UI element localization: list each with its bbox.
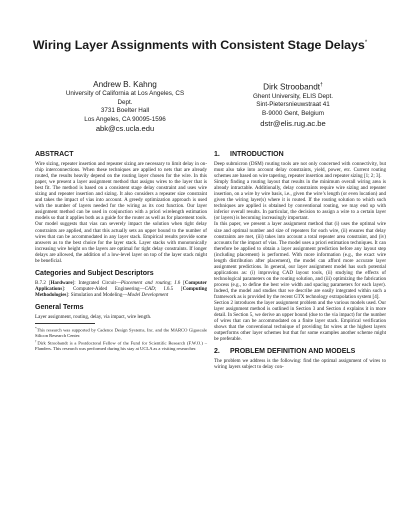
intro-paragraph: In this paper, we present a layer assignment method that (i) uses the optimal wire size and optimal number and size of repeaters for each wire, (ii) ensures that delay constraints are met, (iii) takes into account a total repeater area constraint, and (iv) accounts for the impact of vias. The model uses a priori estimation techniques. It can therefore be applied to obtain a layer assignment prediction before any layout step (including placement) is performed. With more information (e.g., the exact wire length distribution after placement), the model can afford more accurate layer assignment predictions. In general, our layer assignment model has such potential applications as: (i) improving CAD layout tools, (ii) studying the effects of technological parameters on the routing solution, and (iii) optimizing the fabrication process (e.g., to define the best wire width and spacing parameters for each layer). Indeed, the model and studies that we describe are easily integrated within such a framework as is provided by the recent GTX technology extrapolation system [4]. (214, 221, 386, 301)
author-name (60, 80, 190, 90)
abstract-text: Wire sizing, repeater insertion and repeater sizing are necessary to limit delay in on-chip interconnections. When these techniques are applied to nets that are already routed, the results heavily depend on the routing layer chosen for the wire. In this paper, we present a layer assignment method that assigns wires to the layer that is best fit. The method is based on a consistent stage delay constraint and uses wire sizing and repeater insertion and sizing. It also considers a repeater size constraint and takes the impact of vias into account. A greedy optimization approach is used with the number of layers needed for the wiring as its cost function. Our layer assignment method can be used in conjunction with a priori wirelength estimation models so that it applies both as a guide for the router as well as for placement tools. Our model suggests that vias can severely impact the solution when tight delay constraints are applied, and that this actually sets an upper bound to the number of wires that can be accommodated in any layer stack. Empirical results provide some answers as to the best choice for the layer stack. Layer stacks with monotonically increasing wire height on the layers are optimal for tight delay constraints. If longer delays are allowed, the addition of a low-level layer on top of the layer stack might be beneficial. (35, 161, 207, 264)
footnote-rule (35, 323, 95, 324)
left-column (35, 150, 207, 351)
categories-bold: Computing Methodologies (35, 285, 208, 298)
footnote-text: Dirk Stroobandt is a Postdoctoral Fellow of the Fund for Scientific Research (F.W.O.) – Flanders. This research was performed during his stay at UCLA as a visiting researcher. (35, 340, 208, 351)
author-affiliation: Ghent University, ELIS Dept. (252, 92, 334, 100)
categories-fragment: ]: Simulation and Modeling— (66, 291, 128, 298)
paper-title (20, 38, 380, 52)
categories-italic: Placement and routing (120, 279, 171, 286)
abstract-heading: ABSTRACT (35, 151, 74, 158)
section-number: 1. (214, 151, 220, 158)
intro-paragraph: Deep submicron (DSM) routing tools are not only concerned with connectivity, but must also take into account delay constraints, yield, power, etc. Current routing schemes are based on wire tapering, repeater insertion and repeater sizing [1; 2; 3]. (214, 161, 386, 180)
general-terms-heading: General Terms (35, 303, 84, 311)
categories-fragment: ]: Integrated Circuit— (72, 279, 121, 286)
author-block-2 (228, 80, 358, 128)
author-affiliation: University of California at Los Angeles, CS Dept. (65, 90, 185, 106)
footnote-text: This research was supported by Cadence Design Systems, Inc. and the MARCO Gigascale Silicon Research Center. (35, 327, 207, 339)
author-name-text: Dirk Stroobandt (263, 82, 321, 92)
right-column (214, 150, 386, 371)
author-name (228, 80, 358, 93)
categories-fragment: B.7.2 [ (35, 279, 51, 286)
author-email: dstr@elis.rug.ac.be (260, 118, 326, 128)
categories-fragment: ]: Computer-Aided Engineering— (62, 285, 145, 292)
categories-bold: Hardware (50, 279, 73, 286)
section-heading-introduction (214, 150, 386, 159)
author-block-1 (60, 80, 190, 134)
categories-italic: CAD (144, 285, 155, 292)
categories-italic: Model Development (127, 291, 169, 298)
intro-paragraph: Section 2 introduces the layer assignment problem and the various models used. Our layer assignment method is outlined in Section 3 and Section 4 explains it in more detail. In Section 5, we derive an upper bound (due to the via impact) for the number of wires that can be accommodated on a finite layer stack. Empirical verification shows that the conventional technique of providing fat wires at the highest layers outperforms other layer schemes but that for some examples another scheme might be preferable. (214, 300, 386, 343)
categories-fragment: ; J.6 [ (170, 279, 185, 286)
author-address-line: Sint-Pietersnieuwstraat 41 (256, 101, 330, 109)
categories-bold: Computer Applications (35, 279, 207, 292)
problem-paragraph: The problem we address is the following: find the optimal assignment of wires to wiring layers subject to delay con- (214, 358, 386, 371)
categories-heading: Categories and Subject Descriptors (35, 269, 154, 277)
section-title: INTRODUCTION (230, 151, 284, 158)
section-heading-problem (214, 347, 386, 356)
intro-paragraph: Simply finding a routing layout that results in the minimum overall wiring area is already intractable. Additionally, delay constraints require wire sizing and repeater insertion, on a wire by wire basis, i.e., given the wire’s length (or even location) and given the wiring layer(s) where it is routed. If the routing solution to which such techniques are applied is obtained by conventional routing, we may end up with inferior overall results. In particular, the decision to assign a wire to a certain layer (or layers) is becoming increasingly important. (214, 179, 386, 222)
footnote (35, 326, 207, 339)
author-footnote-mark: † (320, 82, 323, 88)
categories-fragment: ; I.6.5 [ (154, 285, 183, 292)
author-name-text: Andrew B. Kahng (93, 80, 157, 89)
section-number: 2. (214, 348, 220, 356)
footnote-mark: * (35, 325, 37, 330)
author-email: abk@cs.ucla.edu (95, 124, 155, 134)
author-address-line: 3731 Boelter Hall (100, 107, 150, 115)
title-text: Wiring Layer Assignments with Consistent Stage Delays (32, 38, 365, 52)
title-footnote-mark: * (364, 39, 368, 46)
general-terms-text: Layer assignment, routing, delay, via impact, wire length. (35, 313, 152, 320)
section-title: PROBLEM DEFINITION AND MODELS (230, 348, 356, 356)
footnote-mark: † (35, 338, 38, 343)
author-address-line: B-9000 Gent, Belgium (262, 109, 324, 117)
author-address-line: Los Angeles, CA 90095-1596 (84, 115, 166, 123)
footnote (35, 339, 207, 352)
categories-text (35, 280, 207, 298)
